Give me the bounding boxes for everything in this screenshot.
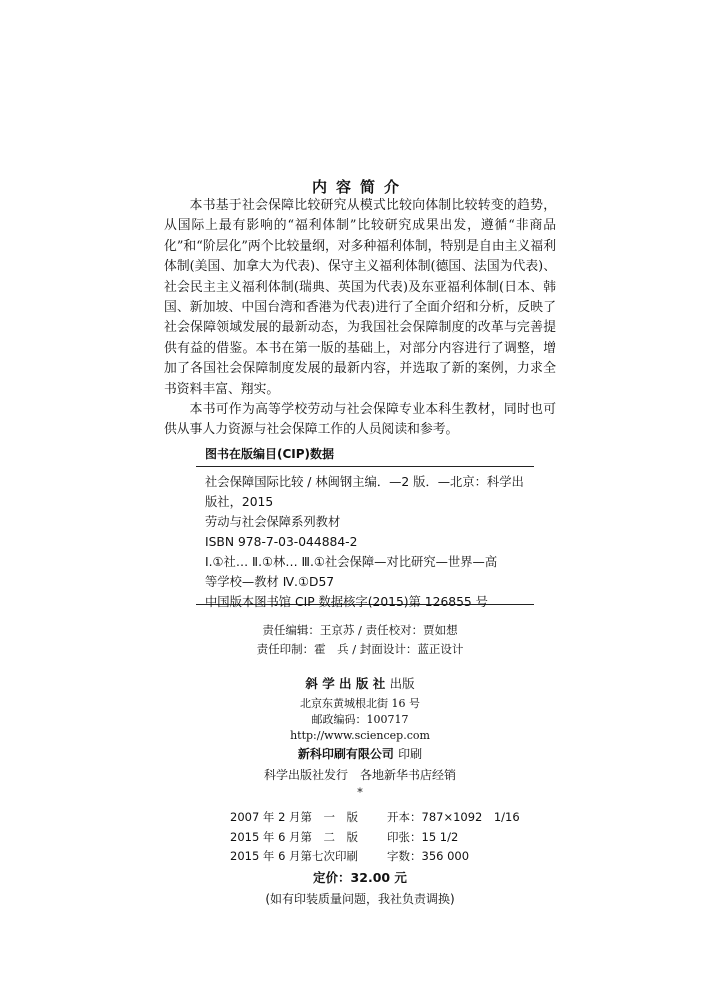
publisher-address: 北京东黄城根北街 16 号: [300, 697, 420, 710]
cip-line: 等学校—教材 Ⅳ.①D57: [205, 575, 335, 589]
printer-line: [0, 745, 720, 762]
edition-specs: [230, 808, 520, 867]
edition-info: 2015 年 6 月第 二 版: [230, 829, 359, 844]
edition-info: 2007 年 2 月第 一 版: [230, 810, 359, 824]
cip-record: [205, 472, 525, 612]
intro-title: 内容简介: [311, 178, 408, 196]
spec-row: [230, 847, 520, 867]
price-line: 定价：32.00 元: [313, 870, 407, 885]
editor-credits: [0, 621, 720, 659]
editor-credit-line: 责任印制：霍 兵 / 封面设计：蓝正设计: [256, 642, 464, 656]
cip-line: Ⅰ.①社… Ⅱ.①林… Ⅲ.①社会保障—对比研究—世界—高: [205, 555, 498, 569]
separator-star: *: [357, 786, 363, 799]
cip-heading: 图书在版编目(CIP)数据: [205, 447, 335, 461]
publisher-suffix: 出版: [389, 676, 415, 691]
printer-suffix: 印刷: [398, 747, 423, 761]
cip-line: 社会保障国际比较 / 林闽钢主编．—2 版．—北京：科学出: [205, 475, 524, 489]
format-info: 字数：356 000: [387, 849, 470, 863]
quality-notice: (如有印装质量问题，我社负责调换): [265, 892, 455, 906]
editor-credit-line: 责任编辑：王京苏 / 责任校对：贾如想: [262, 623, 458, 637]
publisher-block: [0, 676, 720, 744]
format-info: 印张：15 1/2: [387, 829, 459, 844]
distribution-line: 科学出版社发行 各地新华书店经销: [263, 768, 456, 782]
spec-row: [230, 828, 520, 848]
edition-info: 2015 年 6 月第七次印刷: [230, 849, 359, 863]
publisher-name: 斜 学 出 版 社: [305, 676, 386, 691]
intro-paragraph: 本书可作为高等学校劳动与社会保障专业本科生教材，同时也可供从事人力资源与社会保障工作的人员阅读和参考。: [164, 402, 556, 438]
format-info: 开本：787×1092 1/16: [387, 810, 520, 824]
spec-row: [230, 808, 520, 828]
printer-name: 新科印刷有限公司: [297, 747, 394, 761]
publisher-line: [0, 676, 720, 692]
cip-line: ISBN 978-7-03-044884-2: [205, 535, 358, 549]
cip-line: 劳动与社会保障系列教材: [205, 515, 341, 529]
intro-text: [164, 196, 556, 441]
publisher-website: http://www.sciencep.com: [290, 729, 430, 742]
cip-line: 中国版本图书馆 CIP 数据核字(2015)第 126855 号: [205, 595, 488, 609]
publisher-postcode: 邮政编码：100717: [311, 713, 409, 726]
cip-line: 版社，2015: [205, 495, 274, 509]
intro-paragraph: 本书基于社会保障比较研究从模式比较向体制比较转变的趋势，从国际上最有影响的“福利体制”比较研究成果出发，遵循“非商品化”和“阶层化”两个比较量纲，对多种福利体制，特别是自由主义福利体制(美国、加拿大为代表)、保守主义福利体制(德国、法国为代表)、社会民主主义福利体制(瑞典、英国为代表)及东亚福利体制(日本、韩国、新加坡、中国台湾和香港为代表)进行了全面介绍和分析，反映了社会保障领域发展的最新动态，为我国社会保障制度的改革与完善提供有益的借鉴。本书在第一版的基础上，对部分内容进行了调整，增加了各国社会保障制度发展的最新内容，并选取了新的案例，力求全书资料丰富、翔实。: [164, 198, 556, 397]
